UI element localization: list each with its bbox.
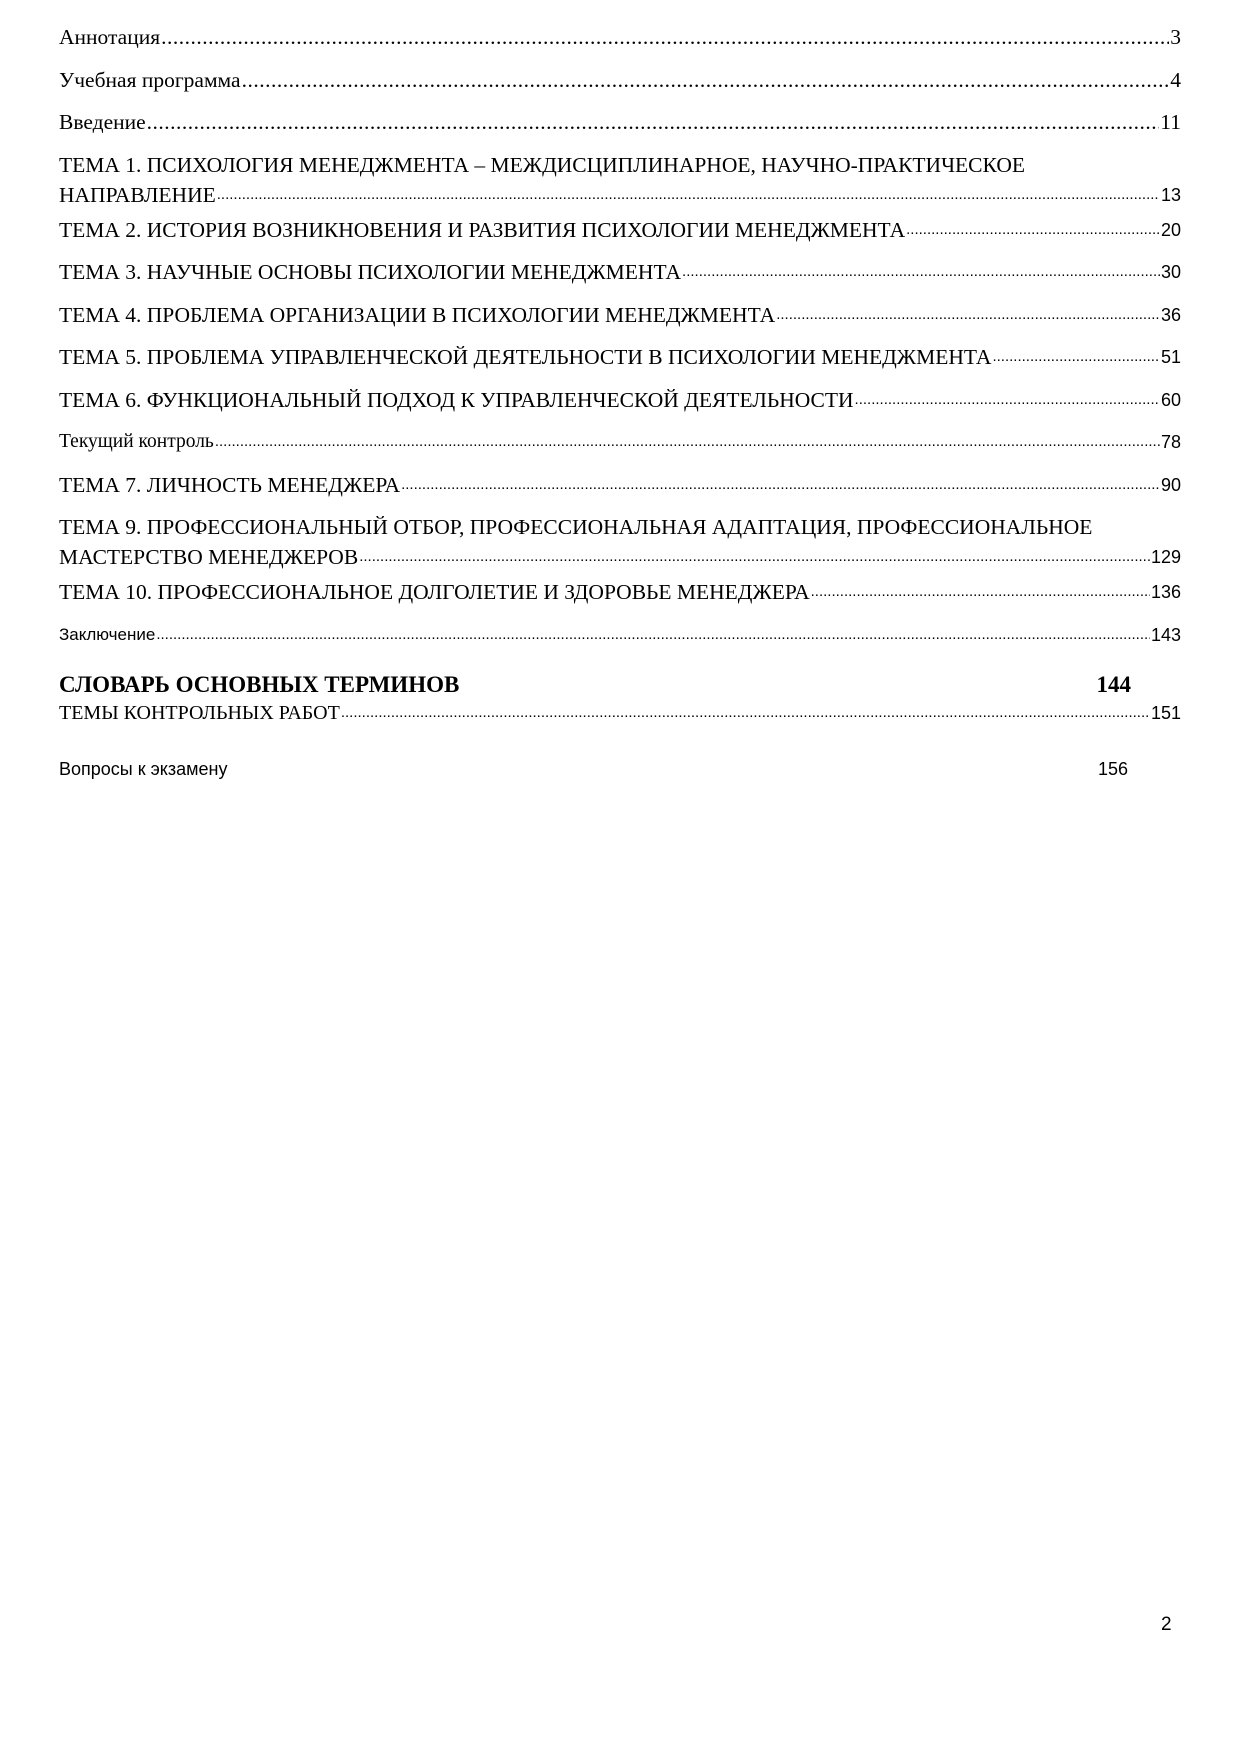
toc-entry-title: Заключение (59, 624, 156, 644)
toc-entry-title: СЛОВАРЬ ОСНОВНЫХ ТЕРМИНОВ (59, 672, 460, 697)
toc-entry-title-line2: МАСТЕРСТВО МЕНЕДЖЕРОВ (59, 545, 359, 569)
toc-leader-dots (156, 620, 1150, 650)
toc-entry-page: 51 (1160, 347, 1181, 367)
toc-entry-introduction[interactable] (59, 107, 1181, 150)
toc-entry-current-control[interactable] (59, 427, 1181, 470)
toc-entry-topic-6[interactable] (59, 385, 1181, 428)
toc-entry-page: 3 (1170, 25, 1181, 49)
toc-entry-page: 143 (1150, 624, 1181, 645)
toc-entry-glossary[interactable] (59, 662, 1131, 698)
toc-leader-dots (811, 577, 1150, 607)
toc-entry-title: ТЕМА 2. ИСТОРИЯ ВОЗНИКНОВЕНИЯ И РАЗВИТИЯ ПСИХОЛОГИИ МЕНЕДЖМЕНТА (59, 217, 906, 242)
toc-leader-dots (992, 342, 1160, 372)
page-number: 2 (1161, 1614, 1172, 1635)
toc-entry-title: Аннотация (59, 25, 161, 49)
toc-entry-topic-4[interactable] (59, 300, 1181, 343)
toc-entry-topic-9[interactable] (59, 512, 1181, 577)
toc-entry-topic-7[interactable] (59, 470, 1181, 513)
toc-entry-title-line1: ТЕМА 1. ПСИХОЛОГИЯ МЕНЕДЖМЕНТА – МЕЖДИСЦИПЛИНАРНОЕ, НАУЧНО-ПРАКТИЧЕСКОЕ (59, 152, 1025, 177)
toc-entry-page: 156 (1097, 759, 1128, 779)
toc-entry-page: 144 (1096, 672, 1131, 697)
toc-leader-dots (776, 300, 1160, 330)
toc-entry-title: ТЕМЫ КОНТРОЛЬНЫХ РАБОТ (59, 702, 340, 724)
toc-entry-title: ТЕМА 10. ПРОФЕССИОНАЛЬНОЕ ДОЛГОЛЕТИЕ И ЗДОРОВЬЕ МЕНЕДЖЕРА (59, 580, 810, 604)
toc-entry-page: 4 (1170, 67, 1181, 92)
toc-entry-title: Текущий контроль (59, 431, 214, 452)
toc-entry-title: Учебная программа (59, 67, 241, 92)
toc-entry-conclusion[interactable] (59, 620, 1181, 663)
toc-entry-exam-questions[interactable] (59, 740, 1128, 780)
toc-entry-title: Вопросы к экзамену (59, 759, 228, 779)
toc-entry-topic-1[interactable] (59, 150, 1181, 215)
toc-entry-page: 30 (1160, 262, 1181, 282)
toc-entry-page: 90 (1160, 474, 1181, 495)
toc-entry-page: 13 (1160, 184, 1181, 205)
toc-entry-title: ТЕМА 4. ПРОБЛЕМА ОРГАНИЗАЦИИ В ПСИХОЛОГИИ МЕНЕДЖМЕНТА (59, 302, 776, 327)
toc-entry-topic-2[interactable] (59, 215, 1181, 258)
toc-entry-topic-5[interactable] (59, 342, 1181, 385)
toc-leader-dots (217, 180, 1160, 210)
toc-entry-curriculum[interactable] (59, 65, 1181, 108)
toc-entry-title: ТЕМА 3. НАУЧНЫЕ ОСНОВЫ ПСИХОЛОГИИ МЕНЕДЖМЕНТА (59, 260, 682, 284)
toc-entry-page: 36 (1160, 304, 1181, 325)
toc-entry-page: 60 (1160, 389, 1181, 410)
toc-entry-page: 11 (1160, 110, 1181, 134)
toc-entry-annotation[interactable] (59, 22, 1181, 65)
toc-entry-page: 151 (1150, 703, 1181, 723)
toc-leader-dots (147, 107, 1160, 137)
toc-entry-page: 20 (1160, 219, 1181, 240)
toc-leader-dots (341, 698, 1150, 728)
toc-entry-title: ТЕМА 7. ЛИЧНОСТЬ МЕНЕДЖЕРА (59, 472, 401, 497)
toc-entry-page: 78 (1160, 432, 1181, 452)
toc-entry-page: 136 (1150, 582, 1181, 602)
toc-entry-page: 129 (1150, 547, 1181, 567)
toc-entry-control-topics[interactable] (59, 698, 1181, 740)
toc-leader-dots (401, 470, 1160, 500)
toc-leader-dots (242, 65, 1170, 95)
toc-leader-dots (359, 542, 1150, 572)
toc-entry-title-line1: ТЕМА 9. ПРОФЕССИОНАЛЬНЫЙ ОТБОР, ПРОФЕССИОНАЛЬНАЯ АДАПТАЦИЯ, ПРОФЕССИОНАЛЬНОЕ (59, 515, 1093, 539)
toc-entry-title-line2: НАПРАВЛЕНИЕ (59, 182, 216, 207)
toc-entry-title: ТЕМА 5. ПРОБЛЕМА УПРАВЛЕНЧЕСКОЙ ДЕЯТЕЛЬНОСТИ В ПСИХОЛОГИИ МЕНЕДЖМЕНТА (59, 345, 992, 369)
toc-leader-dots (215, 427, 1160, 457)
toc-entry-title: ТЕМА 6. ФУНКЦИОНАЛЬНЫЙ ПОДХОД К УПРАВЛЕНЧЕСКОЙ ДЕЯТЕЛЬНОСТИ (59, 387, 854, 412)
toc-leader-dots (855, 385, 1160, 415)
toc-entry-topic-10[interactable] (59, 577, 1181, 620)
table-of-contents (59, 22, 1181, 780)
toc-leader-dots (906, 215, 1160, 245)
toc-leader-dots (161, 22, 1169, 52)
toc-entry-title: Введение (59, 110, 146, 134)
toc-leader-dots (682, 257, 1160, 287)
toc-entry-topic-3[interactable] (59, 257, 1181, 300)
